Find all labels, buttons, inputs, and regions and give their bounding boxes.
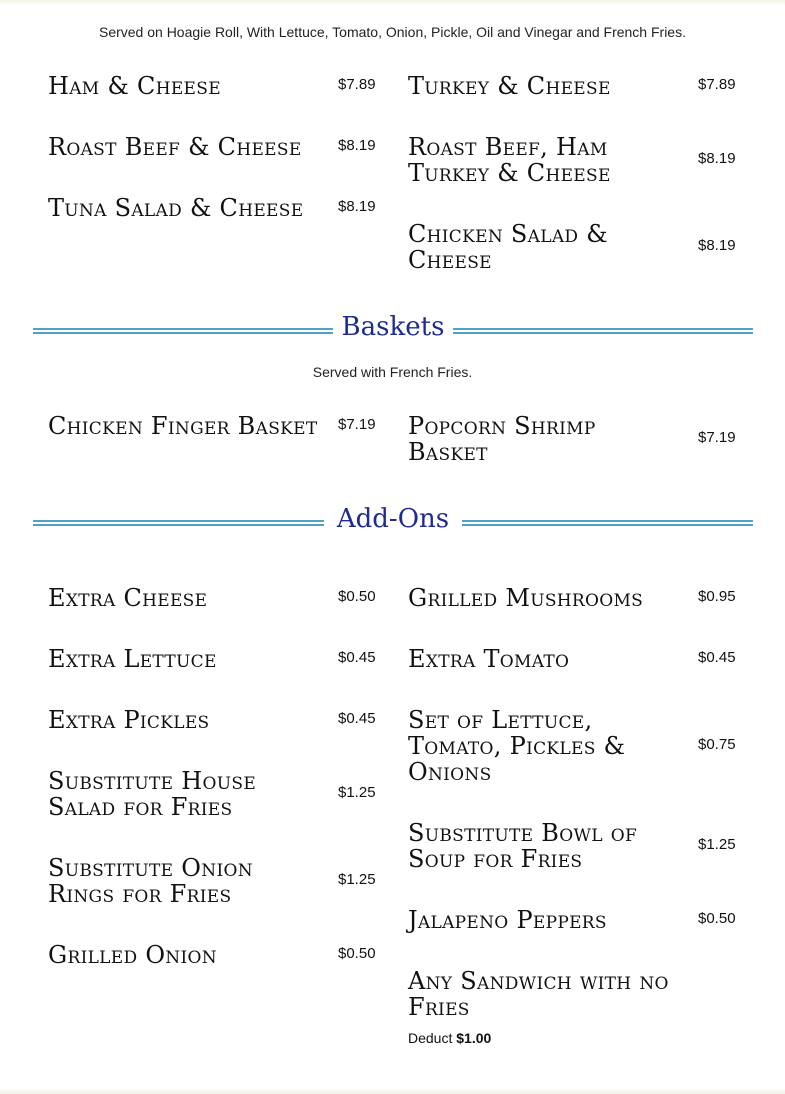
bottom-edge: [0, 1088, 785, 1094]
menu-item-price: $0.95: [698, 588, 736, 605]
menu-item-price: $1.25: [698, 836, 736, 853]
menu-item-name: Substitute House Salad for Fries: [48, 767, 257, 821]
section-title-addons: Add-Ons: [336, 504, 450, 534]
menu-item-price: $1.25: [338, 871, 376, 888]
menu-item-name: Ham & Cheese: [48, 72, 221, 100]
menu-item-price: $0.45: [338, 649, 376, 666]
menu-item-price: $8.19: [698, 150, 736, 167]
menu-item-price: $8.19: [338, 198, 376, 215]
menu-item-price: $8.19: [338, 137, 376, 154]
menu-item-name: Popcorn Shrimp Basket: [408, 412, 596, 466]
menu-item-name: Grilled Mushrooms: [408, 584, 644, 612]
menu-item-name: Roast Beef, Ham Turkey & Cheese: [408, 133, 611, 187]
menu-item-name: Substitute Bowl of Soup for Fries: [408, 819, 638, 873]
menu-item-name: Any Sandwich with no Fries: [408, 967, 669, 1021]
menu-item-price: $0.45: [338, 710, 376, 727]
menu-item-price: $7.89: [698, 76, 736, 93]
menu-item-price: $0.50: [338, 945, 376, 962]
menu-item-price: $0.75: [698, 736, 736, 753]
menu-item-price: $7.19: [338, 416, 376, 433]
menu-item-price: $1.25: [338, 784, 376, 801]
menu-item-name: Extra Lettuce: [48, 645, 217, 673]
menu-item-price: $8.19: [698, 237, 736, 254]
menu-item-price: $0.45: [698, 649, 736, 666]
sandwiches-note: Served on Hoagie Roll, With Lettuce, Tomato, Onion, Pickle, Oil and Vinegar and French Fries.: [98, 24, 686, 40]
menu-item-name: Substitute Onion Rings for Fries: [48, 854, 253, 908]
menu-item-name: Chicken Finger Basket: [48, 412, 318, 440]
menu-item-name: Grilled Onion: [48, 941, 217, 969]
menu-item-name: Chicken Salad & Cheese: [408, 220, 608, 274]
menu-item-price: $7.19: [698, 429, 736, 446]
menu-item-name: Extra Tomato: [408, 645, 570, 673]
addons-header: [33, 502, 753, 542]
top-edge: [0, 0, 785, 6]
menu-item-name: Extra Cheese: [48, 584, 208, 612]
menu-item-price: $0.50: [698, 910, 736, 927]
menu-item-name: Tuna Salad & Cheese: [48, 194, 304, 222]
deduct-label: Deduct: [408, 1030, 453, 1046]
menu-item-price: $7.89: [338, 76, 376, 93]
menu-item-name: Roast Beef & Cheese: [48, 133, 302, 161]
menu-item-name: Jalapeno Peppers: [408, 906, 607, 934]
baskets-header: [33, 310, 753, 350]
menu-item-name: Turkey & Cheese: [408, 72, 611, 100]
menu-item-name: Extra Pickles: [48, 706, 210, 734]
deduct-amount: $1.00: [456, 1030, 492, 1046]
deduct-note: [408, 1030, 491, 1046]
baskets-note: Served with French Fries.: [312, 364, 473, 380]
section-title-baskets: Baskets: [341, 312, 445, 342]
menu-item-price: $0.50: [338, 588, 376, 605]
menu-item-name: Set of Lettuce, Tomato, Pickles & Onions: [408, 706, 626, 786]
